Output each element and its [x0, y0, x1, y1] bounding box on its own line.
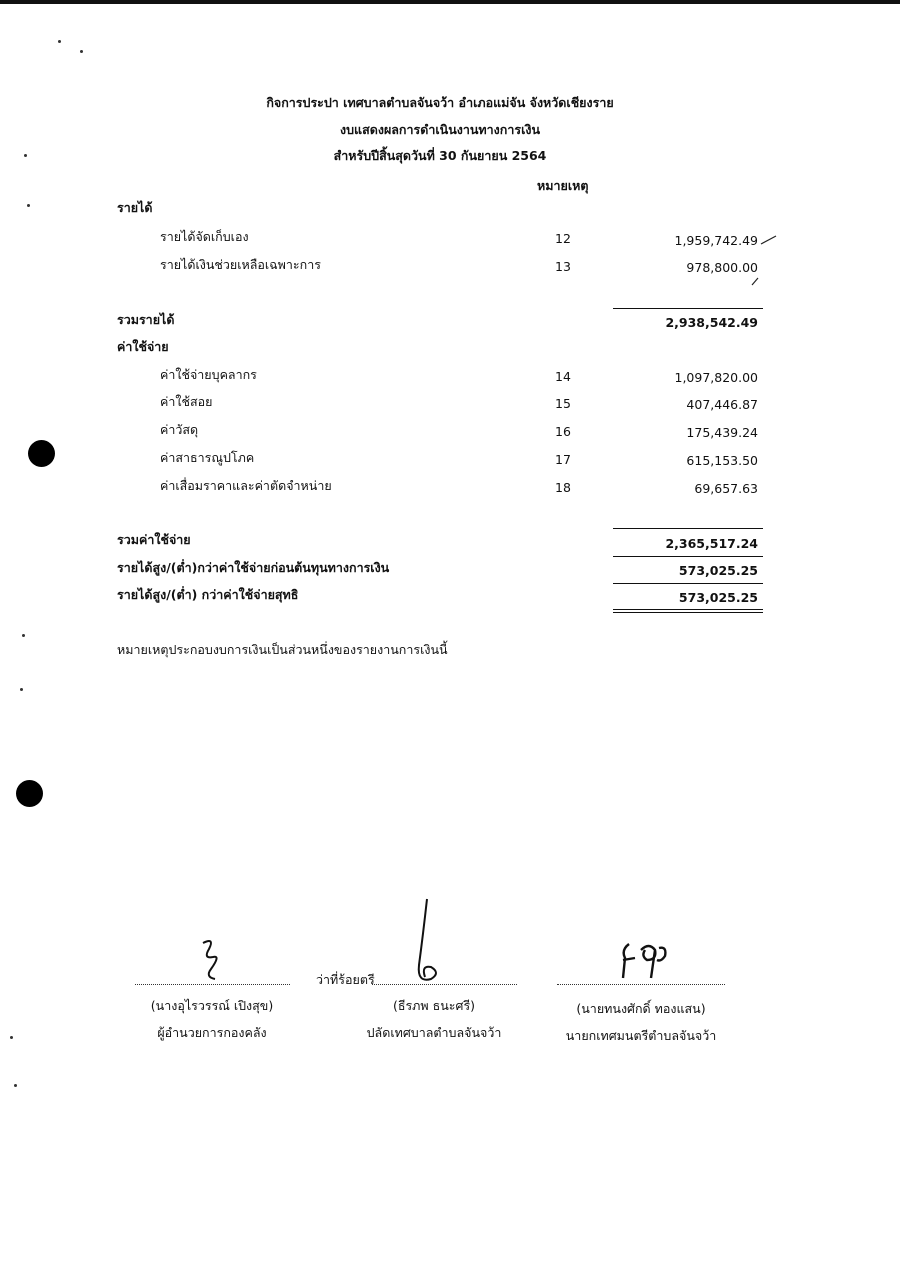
org-title: กิจการประปา เทศบาลตำบลจันจว้า อำเภอแม่จัน จังหวัดเชียงราย: [266, 95, 614, 110]
revenue-item-label: รายได้จัดเก็บเอง: [160, 229, 249, 244]
expense-item-label: ค่าเสื่อมราคาและค่าตัดจำหน่าย: [160, 478, 332, 493]
expense-item-note: 14: [555, 369, 571, 384]
scan-speck: [14, 1084, 17, 1087]
expense-item-label: ค่าวัสดุ: [160, 422, 199, 437]
double-underline: [613, 609, 763, 610]
expense-item-note: 16: [555, 424, 571, 439]
expenses-total-label: รวมค่าใช้จ่าย: [117, 532, 191, 547]
signature-mark-1: [195, 935, 225, 985]
revenue-total-amount: 2,938,542.49: [665, 315, 758, 330]
punch-hole-upper: [28, 440, 55, 467]
expense-item-amount: 615,153.50: [686, 453, 758, 468]
signer-2-title: ปลัดเทศบาลตำบลจันจว้า: [366, 1025, 502, 1040]
expense-item-note: 17: [555, 452, 571, 467]
before-finance-amount: 573,025.25: [678, 563, 758, 578]
signature-line-1: [135, 984, 290, 985]
signer-2-prefix: ว่าที่ร้อยตรี: [316, 972, 375, 987]
expenses-total-amount: 2,365,517.24: [665, 536, 758, 551]
expense-item-amount: 1,097,820.00: [674, 370, 758, 385]
expense-item-label: ค่าใช้จ่ายบุคลากร: [160, 367, 257, 382]
footnote: หมายเหตุประกอบงบการเงินเป็นส่วนหนึ่งของรายงานการเงินนี้: [117, 642, 448, 657]
revenue-item-amount: 1,959,742.49: [674, 233, 758, 248]
subtotal-rule: [613, 528, 763, 529]
revenue-total-label: รวมรายได้: [117, 312, 175, 327]
statement-title: งบแสดงผลการดำเนินงานทางการเงิน: [340, 122, 540, 137]
scan-speck: [58, 40, 61, 43]
signature-line-3: [557, 984, 725, 985]
expense-item-note: 15: [555, 396, 571, 411]
expense-item-label: ค่าสาธารณูปโภค: [160, 450, 255, 465]
expense-item-amount: 175,439.24: [686, 425, 758, 440]
checkmark-icon: [750, 276, 762, 288]
punch-hole-lower: [16, 780, 43, 807]
scan-top-border: [0, 0, 900, 4]
signer-3-title: นายกเทศมนตรีตำบลจันจว้า: [565, 1028, 717, 1043]
scan-speck: [24, 154, 27, 157]
expense-item-amount: 69,657.63: [694, 481, 758, 496]
signature-line-2: [372, 984, 517, 985]
signer-1-title: ผู้อำนวยการกองคลัง: [157, 1025, 267, 1040]
scan-speck: [22, 634, 25, 637]
signer-2-name: (ธีรภพ ธนะศรี): [392, 998, 476, 1013]
revenue-item-label: รายได้เงินช่วยเหลือเฉพาะการ: [160, 257, 321, 272]
scan-speck: [27, 204, 30, 207]
expense-item-label: ค่าใช้สอย: [160, 394, 213, 409]
net-result-amount: 573,025.25: [678, 590, 758, 605]
subtotal-rule: [613, 583, 763, 584]
signature-mark-3: [615, 938, 675, 984]
subtotal-rule: [613, 556, 763, 557]
scan-speck: [20, 688, 23, 691]
expense-item-amount: 407,446.87: [686, 397, 758, 412]
revenue-item-amount: 978,800.00: [686, 260, 758, 275]
double-underline: [613, 612, 763, 613]
period-title: สำหรับปีสิ้นสุดวันที่ 30 กันยายน 2564: [333, 148, 547, 163]
revenue-item-note: 12: [555, 231, 571, 246]
signature-mark-2: [405, 895, 450, 990]
before-finance-label: รายได้สูง/(ต่ำ)กว่าค่าใช้จ่ายก่อนต้นทุนทางการเงิน: [117, 560, 390, 575]
net-result-label: รายได้สูง/(ต่ำ) กว่าค่าใช้จ่ายสุทธิ: [117, 587, 299, 602]
scan-speck: [10, 1036, 13, 1039]
checkmark-icon: [760, 234, 778, 246]
revenue-item-note: 13: [555, 259, 571, 274]
signer-3-name: (นายทนงศักดิ์ ทองแสน): [576, 1001, 706, 1016]
revenue-heading: รายได้: [117, 200, 153, 215]
expense-item-note: 18: [555, 480, 571, 495]
expenses-heading: ค่าใช้จ่าย: [117, 339, 169, 354]
note-column-header: หมายเหตุ: [537, 178, 589, 193]
scan-speck: [80, 50, 83, 53]
subtotal-rule: [613, 308, 763, 309]
signer-1-name: (นางอุไรวรรณ์ เปิงสุข): [150, 998, 274, 1013]
